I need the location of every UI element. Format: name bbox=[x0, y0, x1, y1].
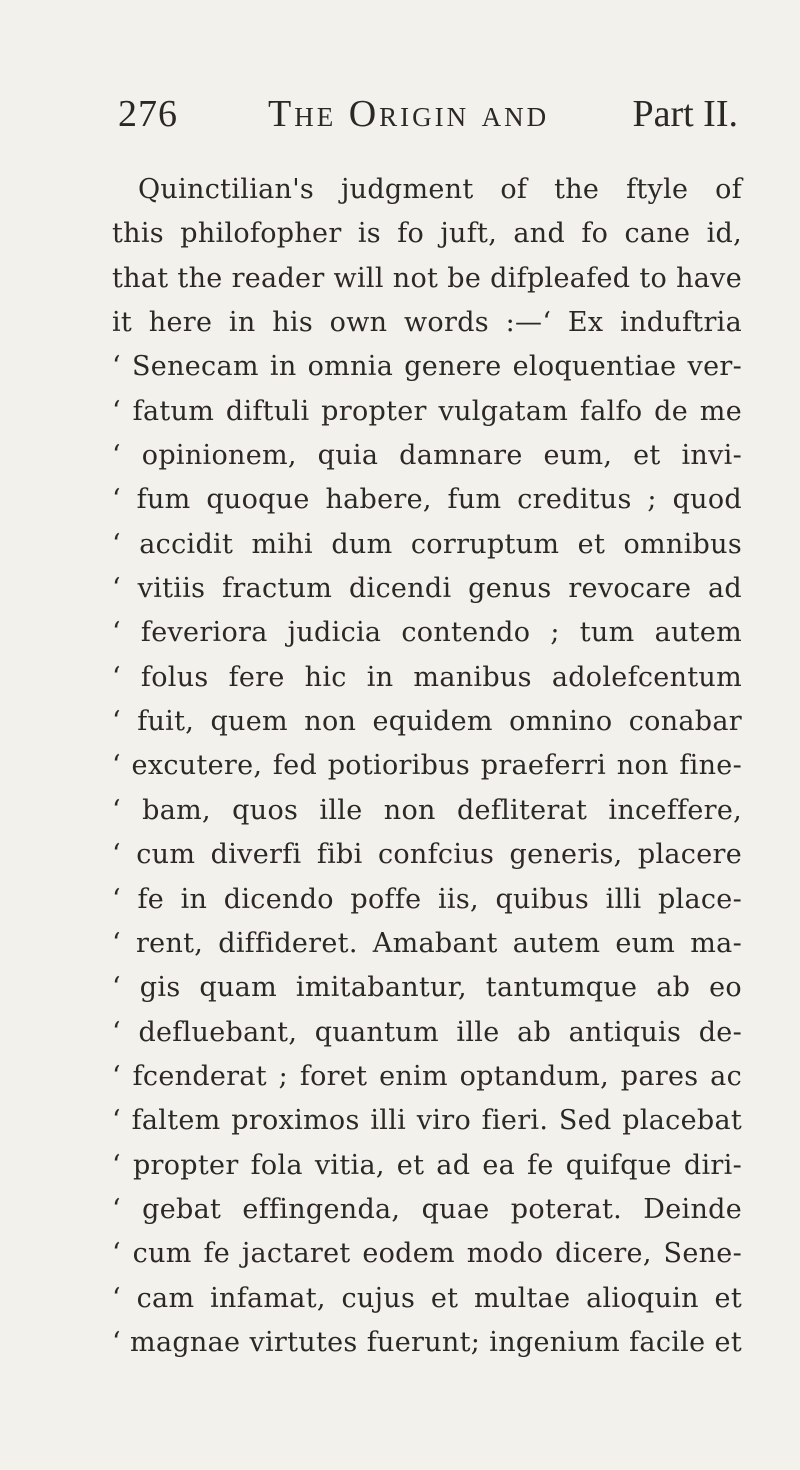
text-line: ‘ fe in dicendo poffe iis, quibus illi place- bbox=[112, 883, 742, 915]
text-line: ‘ Senecam in omnia genere eloquentiae ver- bbox=[112, 351, 742, 383]
text-line: it here in his own words :—‘ Ex induftria bbox=[112, 307, 742, 339]
body-text bbox=[112, 168, 742, 1365]
text-line: ‘ cum diverfi fibi confcius generis, placere bbox=[112, 839, 742, 871]
text-line: Quinctilian's judgment of the ftyle of bbox=[138, 174, 742, 205]
text-line: ‘ fatum diftuli propter vulgatam falfo de me bbox=[112, 395, 742, 427]
text-line: ‘ fcenderat ; foret enim optandum, pares ac bbox=[112, 1060, 742, 1092]
page-number: 276 bbox=[118, 93, 178, 135]
text-line: ‘ vitiis fractum dicendi genus revocare ad bbox=[112, 573, 742, 605]
text-line: ‘ defluebant, quantum ille ab antiquis de- bbox=[112, 1016, 742, 1048]
text-line: ‘ faltem proximos illi viro fieri. Sed placebat bbox=[112, 1105, 742, 1137]
page-header bbox=[118, 92, 738, 152]
text-line: that the reader will not be difpleafed to have bbox=[112, 262, 742, 294]
running-head: The Origin and bbox=[268, 93, 550, 135]
text-line: ‘ propter fola vitia, et ad ea fe quifque diri- bbox=[112, 1149, 742, 1181]
text-line: ‘ cum fe jactaret eodem modo dicere, Sene- bbox=[112, 1238, 742, 1270]
text-line: ‘ fuit, quem non equidem omnino conabar bbox=[112, 706, 742, 738]
text-line: ‘ excutere, fed potioribus praeferri non fine- bbox=[112, 750, 742, 782]
text-line: ‘ accidit mihi dum corruptum et omnibus bbox=[112, 528, 742, 560]
text-line: ‘ opinionem, quia damnare eum, et invi- bbox=[112, 440, 742, 472]
text-line: ‘ folus fere hic in manibus adolefcentum bbox=[112, 661, 742, 693]
text-line: ‘ feveriora judicia contendo ; tum autem bbox=[112, 617, 742, 649]
text-line: ‘ cam infamat, cujus et multae alioquin et bbox=[112, 1282, 742, 1314]
text-line: ‘ gebat effingenda, quae poterat. Deinde bbox=[112, 1193, 742, 1225]
text-line: ‘ fum quoque habere, fum creditus ; quod bbox=[112, 484, 742, 516]
text-line: ‘ magnae virtutes fuerunt; ingenium facile et bbox=[112, 1326, 742, 1358]
text-line: ‘ bam, quos ille non defliterat inceffere, bbox=[112, 794, 742, 826]
part-label: Part II. bbox=[632, 93, 738, 135]
text-line: this philofopher is fo juft, and fo cane id, bbox=[112, 218, 742, 250]
text-line: ‘ rent, diffideret. Amabant autem eum ma- bbox=[112, 927, 742, 959]
text-line: ‘ gis quam imitabantur, tantumque ab eo bbox=[112, 972, 742, 1004]
